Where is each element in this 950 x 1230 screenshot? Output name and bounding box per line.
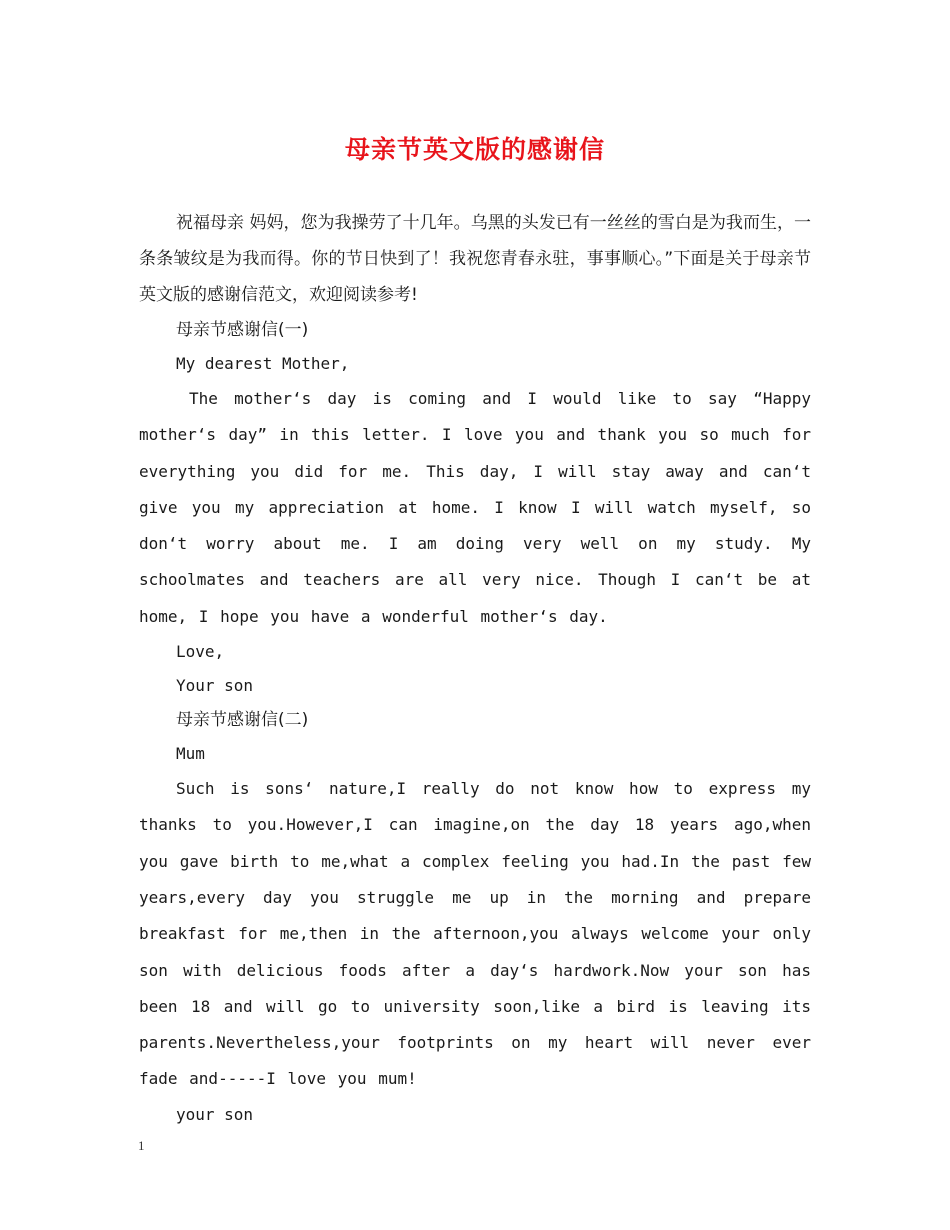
letter2-greeting: Mum <box>176 744 205 764</box>
intro-paragraph: 祝福母亲 妈妈，您为我操劳了十几年。乌黑的头发已有一丝丝的雪白是为我而生，一条条皱纹是为我而得。你的节日快到了！我祝您青春永驻，事事顺心。”下面是关于母亲节英文版的感谢信范文，欢迎阅读参考! <box>139 213 811 305</box>
page-number: 1 <box>138 1138 145 1153</box>
document-title: 母亲节英文版的感谢信 <box>344 135 605 164</box>
letter2-signature: your son <box>176 1104 254 1124</box>
letter2-body: Such is sons‘ nature,I really do not know how to express my thanks to you.However,I can imagine,on the day 18 years ago,when you gave birth to me,what a complex feeling you had.In the past few years,every day you struggle me up in the morning and prepare breakfast for me,then in the afternoon,you always welcome your only son with delicious foods after a day‘s hardwork.Now your son has been 18 and will go to university soon,like a bird is leaving its parents.Nevertheless,your footprints on my heart will never ever fade and-----I love you mum! <box>139 779 811 1089</box>
letter2-heading: 母亲节感谢信(二) <box>176 710 309 731</box>
letter1-body: The mother‘s day is coming and I would like to say “Happy mother‘s day” in this letter. I love you and thank you so much for everything you did for me. This day, I will stay away and can‘t give you my appreciation at home. I know I will watch myself, so don‘t worry about me. I am doing very well on my study. My schoolmates and teachers are all very nice. Though I can‘t be at home, I hope you have a wonderful mother‘s day. <box>139 389 811 626</box>
letter1-greeting: My dearest Mother, <box>176 354 350 373</box>
document-body <box>139 205 811 1132</box>
letter1-heading: 母亲节感谢信(一) <box>176 320 309 340</box>
letter1-signature: Your son <box>176 676 254 696</box>
letter1-closing: Love, <box>176 642 225 662</box>
